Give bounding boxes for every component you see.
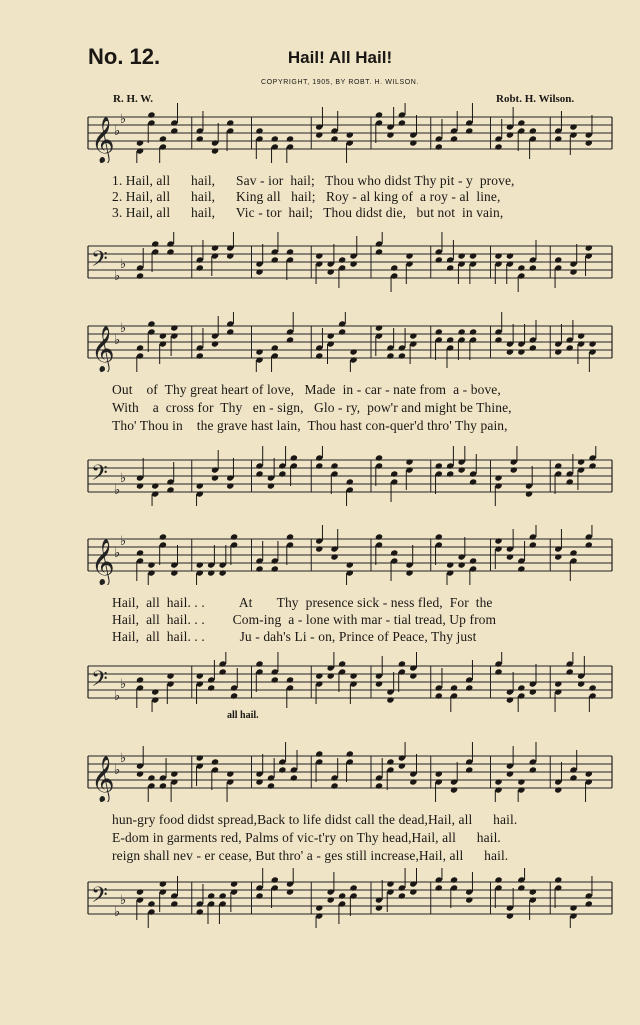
note-head: [136, 888, 144, 895]
note-head: [577, 458, 585, 465]
note-head: [554, 462, 562, 469]
note-head: [346, 478, 354, 485]
treble-staff-3: [86, 525, 614, 585]
note-head: [166, 248, 174, 255]
note-head: [211, 474, 219, 481]
lyric-s1-v2: 2. Hail, all hail, King all hail; Roy - al king of a roy - al line,: [112, 189, 501, 204]
note-head: [159, 880, 167, 887]
note-head: [517, 565, 525, 572]
note-head: [465, 127, 473, 134]
hymn-title: Hail! All Hail!: [287, 48, 393, 67]
note-head: [207, 569, 215, 576]
note-head: [271, 256, 279, 263]
bass-staff-3: [86, 652, 614, 712]
note-head: [147, 111, 155, 118]
flat-sign: ♭: [114, 905, 121, 920]
note-head: [458, 561, 466, 568]
note-head: [386, 696, 394, 703]
note-head: [136, 549, 144, 556]
flat-sign: ♭: [114, 483, 121, 498]
note-head: [338, 892, 346, 899]
note-head: [386, 131, 394, 138]
note-head: [409, 778, 417, 785]
note-head: [278, 766, 286, 773]
note-head: [469, 557, 477, 564]
flat-sign: ♭: [114, 546, 121, 561]
note-head: [375, 111, 383, 118]
note-head: [327, 332, 335, 339]
bass-clef: 𝄢: [91, 461, 108, 491]
note-head: [566, 668, 574, 675]
note-head: [465, 684, 473, 691]
note-head: [577, 680, 585, 687]
note-head: [517, 348, 525, 355]
note-head: [211, 147, 219, 154]
treble-staff-2: [86, 312, 614, 372]
note-head: [170, 900, 178, 907]
note-head: [450, 684, 458, 691]
note-head: [398, 660, 406, 667]
note-head: [506, 131, 514, 138]
note-head: [446, 264, 454, 271]
note-head: [147, 900, 155, 907]
note-head: [585, 139, 593, 146]
note-head: [219, 569, 227, 576]
note-head: [255, 470, 263, 477]
note-head: [435, 533, 443, 540]
note-head: [196, 135, 204, 142]
note-head: [465, 766, 473, 773]
note-head: [458, 466, 466, 473]
note-head: [375, 248, 383, 255]
note-head: [506, 553, 514, 560]
note-head: [219, 668, 227, 675]
note-head: [529, 541, 537, 548]
note-head: [286, 336, 294, 343]
treble-clef: 𝄞: [91, 117, 115, 163]
note-head: [207, 684, 215, 691]
note-head: [494, 668, 502, 675]
note-head: [569, 268, 577, 275]
flat-sign: ♭: [114, 124, 121, 139]
note-head: [230, 533, 238, 540]
treble-clef: 𝄞: [91, 326, 115, 372]
note-head: [315, 462, 323, 469]
note-head: [375, 454, 383, 461]
note-head: [569, 123, 577, 130]
note-head: [458, 328, 466, 335]
note-head: [159, 135, 167, 142]
note-head: [569, 774, 577, 781]
lyric-s4-v2: E-dom in garments red, Palms of vic-t'ry on Thy head,Hail, all hail.: [112, 830, 501, 845]
lyric-s2-v2: With a cross for Thy en - sign, Glo - ry, pow'r and might be Thine,: [112, 400, 512, 415]
note-head: [255, 348, 263, 355]
note-head: [566, 478, 574, 485]
bass-lyric-all-hail: all hail.: [227, 710, 259, 721]
note-head: [136, 482, 144, 489]
note-head: [226, 328, 234, 335]
note-head: [588, 684, 596, 691]
note-head: [386, 880, 394, 887]
note-head: [506, 912, 514, 919]
note-head: [136, 676, 144, 683]
note-head: [255, 268, 263, 275]
note-head: [450, 876, 458, 883]
note-head: [230, 692, 238, 699]
note-head: [506, 348, 514, 355]
note-head: [196, 264, 204, 271]
note-head: [286, 248, 294, 255]
note-head: [469, 328, 477, 335]
note-head: [494, 252, 502, 259]
note-head: [469, 478, 477, 485]
lyric-s4-v1: hun-gry food didst spread,Back to life didst call the dead,Hail, all hail.: [112, 812, 518, 827]
note-head: [330, 553, 338, 560]
bass-clef: 𝄢: [91, 883, 108, 913]
note-head: [166, 486, 174, 493]
note-head: [409, 332, 417, 339]
note-head: [271, 876, 279, 883]
note-head: [315, 672, 323, 679]
treble-staff-1: [86, 103, 614, 163]
note-head: [554, 256, 562, 263]
note-head: [196, 754, 204, 761]
note-head: [315, 545, 323, 552]
bass-staff-4: [86, 868, 614, 928]
note-head: [226, 482, 234, 489]
composer-credit: Robt. H. Wilson.: [496, 93, 575, 105]
hymn-number: No. 12.: [88, 44, 161, 69]
note-head: [446, 336, 454, 343]
note-head: [585, 244, 593, 251]
note-head: [390, 264, 398, 271]
note-head: [136, 272, 144, 279]
note-head: [286, 135, 294, 142]
note-head: [458, 252, 466, 259]
note-head: [566, 344, 574, 351]
note-head: [517, 778, 525, 785]
note-head: [255, 778, 263, 785]
note-head: [166, 672, 174, 679]
treble-clef: 𝄞: [91, 756, 115, 802]
note-head: [315, 904, 323, 911]
note-head: [435, 770, 443, 777]
note-head: [211, 244, 219, 251]
flat-sign: ♭: [120, 257, 127, 272]
note-head: [569, 549, 577, 556]
flat-sign: ♭: [120, 893, 127, 908]
note-head: [136, 344, 144, 351]
note-head: [211, 758, 219, 765]
note-head: [196, 561, 204, 568]
note-head: [450, 135, 458, 142]
note-head: [554, 876, 562, 883]
note-head: [398, 119, 406, 126]
flat-sign: ♭: [114, 269, 121, 284]
note-head: [327, 896, 335, 903]
flat-sign: ♭: [120, 751, 127, 766]
note-head: [278, 470, 286, 477]
note-head: [435, 328, 443, 335]
note-head: [267, 782, 275, 789]
note-head: [390, 549, 398, 556]
note-head: [147, 774, 155, 781]
note-head: [517, 264, 525, 271]
note-head: [286, 533, 294, 540]
note-head: [147, 561, 155, 568]
note-head: [585, 770, 593, 777]
note-head: [196, 482, 204, 489]
lyric-s3-v3: Hail, all hail. . . Ju - dah's Li - on, Prince of Peace, Thy just: [112, 629, 477, 644]
note-head: [494, 778, 502, 785]
note-head: [506, 696, 514, 703]
note-head: [196, 352, 204, 359]
note-head: [271, 565, 279, 572]
note-head: [405, 458, 413, 465]
note-head: [585, 900, 593, 907]
note-head: [338, 328, 346, 335]
note-head: [569, 904, 577, 911]
note-head: [529, 264, 537, 271]
lyric-s1-v3: 3. Hail, all hail, Vic - tor hail; Thou didst die, but not in vain,: [112, 205, 504, 220]
note-head: [170, 569, 178, 576]
note-head: [346, 131, 354, 138]
note-head: [170, 770, 178, 777]
note-head: [510, 466, 518, 473]
note-head: [398, 762, 406, 769]
note-head: [211, 340, 219, 347]
note-head: [147, 320, 155, 327]
lyric-s3-v1: Hail, all hail. . . At Thy presence sick - ness fled, For the: [112, 595, 493, 610]
note-head: [151, 482, 159, 489]
note-head: [170, 127, 178, 134]
flat-sign: ♭: [114, 763, 121, 778]
note-head: [577, 332, 585, 339]
note-head: [159, 782, 167, 789]
note-head: [435, 256, 443, 263]
note-head: [386, 758, 394, 765]
note-head: [554, 786, 562, 793]
flat-sign: ♭: [120, 471, 127, 486]
note-head: [136, 770, 144, 777]
note-head: [226, 119, 234, 126]
note-head: [338, 660, 346, 667]
note-head: [159, 533, 167, 540]
copyright-line: COPYRIGHT, 1905, BY ROBT. H. WILSON.: [260, 79, 419, 86]
note-head: [338, 256, 346, 263]
note-head: [405, 252, 413, 259]
note-head: [330, 782, 338, 789]
bass-clef: 𝄢: [91, 667, 108, 697]
note-head: [219, 892, 227, 899]
note-head: [494, 474, 502, 481]
note-head: [286, 888, 294, 895]
lyric-s3-v2: Hail, all hail. . . Com-ing a - lone with mar - tial tread, Up from: [112, 612, 497, 627]
note-head: [375, 324, 383, 331]
note-head: [271, 135, 279, 142]
bass-staff-2: [86, 446, 614, 506]
note-head: [585, 541, 593, 548]
note-head: [529, 888, 537, 895]
note-head: [327, 268, 335, 275]
lyric-s4-v3: reign shall nev - er cease, But thro' a - ges still increase,Hail, all hail.: [112, 848, 509, 863]
note-head: [375, 904, 383, 911]
note-head: [506, 770, 514, 777]
note-head: [517, 884, 525, 891]
note-head: [151, 240, 159, 247]
note-head: [529, 127, 537, 134]
note-head: [435, 692, 443, 699]
note-head: [349, 884, 357, 891]
bass-staff-1: [86, 232, 614, 292]
note-head: [255, 892, 263, 899]
note-head: [409, 139, 417, 146]
note-head: [375, 680, 383, 687]
note-head: [435, 143, 443, 150]
note-head: [446, 561, 454, 568]
note-head: [529, 688, 537, 695]
note-head: [517, 684, 525, 691]
lyric-s2-v1: Out of Thy great heart of love, Made in - car - nate from a - bove,: [112, 382, 501, 397]
note-head: [450, 786, 458, 793]
note-head: [465, 896, 473, 903]
lyricist-credit: R. H. W.: [113, 93, 154, 105]
note-head: [315, 131, 323, 138]
note-head: [159, 332, 167, 339]
note-head: [226, 252, 234, 259]
note-head: [554, 135, 562, 142]
note-head: [315, 352, 323, 359]
treble-staff-4: [86, 742, 614, 802]
bass-clef: 𝄢: [91, 247, 108, 277]
note-head: [267, 482, 275, 489]
lyric-s2-v3: Tho' Thou in the grave hast lain, Thou hast con-quer'd thro' Thy pain,: [112, 418, 508, 433]
flat-sign: ♭: [120, 534, 127, 549]
note-head: [588, 462, 596, 469]
note-head: [151, 688, 159, 695]
flat-sign: ♭: [120, 321, 127, 336]
note-head: [255, 565, 263, 572]
note-head: [286, 676, 294, 683]
flat-sign: ♭: [114, 689, 121, 704]
note-head: [529, 766, 537, 773]
note-head: [196, 672, 204, 679]
note-head: [230, 880, 238, 887]
note-head: [346, 750, 354, 757]
note-head: [255, 127, 263, 134]
note-head: [409, 672, 417, 679]
note-head: [290, 454, 298, 461]
lyric-s1-v1: 1. Hail, all hail, Sav - ior hail; Thou who didst Thy pit - y prove,: [112, 173, 515, 188]
note-head: [588, 340, 596, 347]
note-head: [315, 750, 323, 757]
note-head: [349, 260, 357, 267]
note-head: [446, 470, 454, 477]
note-head: [469, 252, 477, 259]
note-head: [290, 774, 298, 781]
note-head: [405, 569, 413, 576]
note-head: [409, 888, 417, 895]
note-head: [554, 553, 562, 560]
note-head: [494, 537, 502, 544]
note-head: [529, 344, 537, 351]
note-head: [330, 135, 338, 142]
treble-clef: 𝄞: [91, 539, 115, 585]
note-head: [398, 892, 406, 899]
note-head: [375, 533, 383, 540]
note-head: [330, 462, 338, 469]
note-head: [398, 352, 406, 359]
note-head: [349, 348, 357, 355]
note-head: [315, 252, 323, 259]
note-head: [390, 470, 398, 477]
note-head: [207, 892, 215, 899]
note-head: [435, 884, 443, 891]
note-head: [327, 672, 335, 679]
flat-sign: ♭: [120, 677, 127, 692]
note-head: [226, 770, 234, 777]
note-head: [349, 672, 357, 679]
note-head: [506, 252, 514, 259]
note-head: [494, 876, 502, 883]
flat-sign: ♭: [120, 112, 127, 127]
note-head: [375, 782, 383, 789]
note-head: [255, 660, 263, 667]
note-head: [494, 336, 502, 343]
flat-sign: ♭: [114, 333, 121, 348]
note-head: [554, 680, 562, 687]
note-head: [346, 561, 354, 568]
note-head: [525, 490, 533, 497]
note-head: [386, 352, 394, 359]
note-head: [271, 676, 279, 683]
note-head: [136, 139, 144, 146]
note-head: [170, 324, 178, 331]
note-head: [196, 908, 204, 915]
note-head: [554, 348, 562, 355]
note-head: [494, 143, 502, 150]
note-head: [517, 119, 525, 126]
note-head: [271, 344, 279, 351]
note-head: [435, 462, 443, 469]
